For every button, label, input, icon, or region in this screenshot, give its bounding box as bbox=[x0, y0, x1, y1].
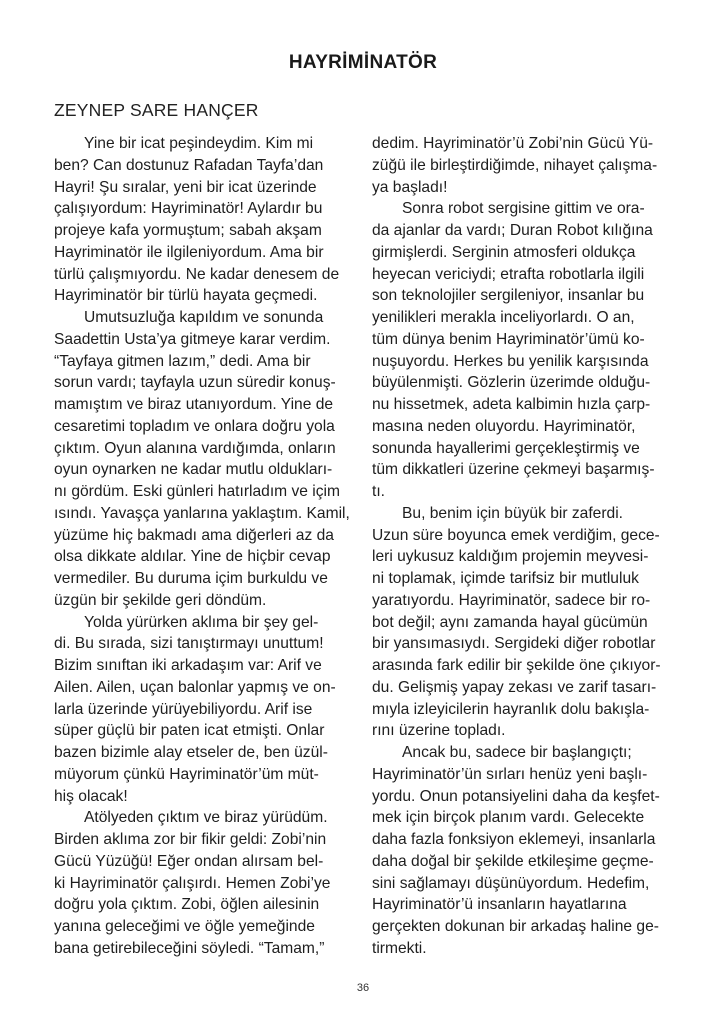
text-line: larla üzerinde yürüyebiliyordu. Arif ise bbox=[54, 700, 313, 718]
text-line: Ancak bu, sadece bir başlangıçtı; bbox=[402, 744, 632, 761]
text-line: nı gördüm. Eski günleri hatırladım ve içim bbox=[54, 483, 340, 500]
text-line: Yolda yürürken aklıma bir şey gel- bbox=[84, 613, 319, 631]
text-line: mek için birçok planım vardı. Gelecekte bbox=[372, 809, 645, 827]
text-line: yanına geleceğimi ve öğle yemeğinde bbox=[54, 918, 315, 935]
text-line: bot değil; aynı zamanda hayal gücümün bbox=[372, 613, 648, 631]
right-text-column bbox=[372, 133, 676, 960]
text-line: yaratıyordu. Hayriminatör, sadece bir ro- bbox=[372, 591, 651, 609]
text-line: olsa dikkate aldılar. Yine de hiçbir cevap bbox=[54, 548, 331, 566]
text-line: üzgün bir şekilde geri döndüm. bbox=[54, 591, 267, 609]
text-line: cesaretimi topladım ve onlara doğru yola bbox=[54, 417, 335, 435]
text-line: Sonra robot sergisine gittim ve ora- bbox=[402, 200, 645, 218]
text-line: heyecan vericiydi; etrafta robotlarla ilgili bbox=[372, 265, 645, 283]
text-line: tirmekti. bbox=[372, 939, 427, 957]
text-line: bir yansımasıydı. Sergideki diğer robotlar bbox=[372, 635, 656, 653]
text-line: Atölyeden çıktım ve biraz yürüdüm. bbox=[84, 809, 328, 827]
text-line: Hayriminatör’ü insanların hayatlarına bbox=[372, 896, 627, 914]
text-line: nuşuyordu. Herkes bu yenilik karşısında bbox=[372, 352, 649, 370]
text-line: mıyla izleyicilerin hayranlık dolu bakışla- bbox=[372, 700, 650, 718]
text-line: Birden aklıma zor bir fikir geldi: Zobi’nin bbox=[54, 831, 327, 848]
text-line: Bizim sınıftan iki arkadaşım var: Arif ve bbox=[54, 657, 322, 674]
text-line: tüm dünya benim Hayriminatör’ümü ko- bbox=[372, 330, 645, 348]
text-line: çalışıyordum: Hayriminatör! Aylardır bu bbox=[54, 200, 323, 218]
text-line: züğü ile birleştirdiğimde, nihayet çalışma- bbox=[372, 156, 658, 174]
text-line: Hayriminatör ile ilgileniyordum. Ama bir bbox=[54, 243, 324, 261]
text-line: Yine bir icat peşindeydim. Kim mi bbox=[84, 135, 314, 152]
text-line: süper güçlü bir paten icat etmişti. Onlar bbox=[54, 722, 325, 740]
text-line: son teknolojiler sergileniyor, insanlar bu bbox=[372, 287, 645, 305]
text-line: tüm dikkatleri üzerine çekmeyi başarmış- bbox=[372, 461, 655, 479]
text-line: yenilikleri merakla inceliyorlardı. O an, bbox=[372, 309, 635, 326]
text-line: nu hissetmek, adeta kalbimin hızla çarp- bbox=[372, 396, 651, 413]
text-line: bana getirebileceğini söyledi. “Tamam,” bbox=[54, 939, 325, 957]
text-line: türlü çalışmıyordu. Ne kadar denesem de bbox=[54, 265, 340, 283]
text-line: sini sağlamayı düşünüyordum. Hedefim, bbox=[372, 874, 650, 892]
text-line: büyülenmişti. Gözlerin üzerimde olduğu- bbox=[372, 374, 651, 392]
text-line: daha doğal bir şekilde etkileşime geçme- bbox=[372, 852, 654, 870]
text-line: leri uykusuz kaldığım projemin meyvesi- bbox=[372, 548, 649, 566]
left-text-column bbox=[54, 133, 358, 960]
text-line: masına neden oluyordu. Hayriminatör, bbox=[372, 417, 636, 435]
text-line: di. Bu sırada, sizi tanıştırmayı unuttum! bbox=[54, 635, 324, 653]
text-line: projeye kafa yormuştum; sabah akşam bbox=[54, 222, 322, 239]
text-line: ni toplamak, içimde tarifsiz bir mutluluk bbox=[372, 570, 639, 587]
page-number: 36 bbox=[356, 982, 370, 994]
text-line: vermediler. Bu duruma içim burkuldu ve bbox=[54, 570, 328, 587]
text-line: ya başladı! bbox=[372, 178, 448, 196]
text-line: Hayri! Şu sıralar, yeni bir icat üzerinde bbox=[54, 178, 317, 196]
text-line: “Tayfaya gitmen lazım,” dedi. Ama bir bbox=[54, 352, 311, 370]
story-title: HAYRİMİNATÖR bbox=[288, 52, 438, 73]
text-line: ben? Can dostunuz Rafadan Tayfa’dan bbox=[54, 156, 324, 174]
text-line: Bu, benim için büyük bir zaferdi. bbox=[402, 504, 624, 522]
text-line: Uzun süre boyunca emek verdiğim, gece- bbox=[372, 526, 660, 544]
text-line: dedim. Hayriminatör’ü Zobi’nin Gücü Yü- bbox=[372, 135, 654, 152]
text-line: arasında fark edilir bir şekilde öne çıkıyor- bbox=[372, 657, 661, 674]
text-line: Ailen. Ailen, uçan balonlar yapmış ve on- bbox=[54, 678, 336, 696]
text-line: oyun oynarken ne kadar mutlu oldukları- bbox=[54, 461, 333, 479]
text-line: çıktım. Oyun alanına vardığımda, onların bbox=[54, 439, 336, 457]
text-line: müyorum çünkü Hayriminatör’üm müt- bbox=[54, 765, 319, 783]
author-name: ZEYNEP SARE HANÇER bbox=[54, 100, 259, 120]
text-line: girmişlerdi. Serginin atmosferi oldukça bbox=[372, 243, 636, 261]
text-line: tı. bbox=[372, 483, 385, 500]
text-line: hiş olacak! bbox=[54, 787, 128, 805]
text-line: sorun vardı; tayfayla uzun süredir konuş- bbox=[54, 374, 336, 392]
text-line: sonunda hayallerimi gerçekleştirmiş ve bbox=[372, 439, 640, 457]
text-line: rını üzerine topladı. bbox=[372, 722, 506, 740]
text-line: bazen bizimle alay etseler de, ben üzül- bbox=[54, 744, 328, 761]
text-line: Hayriminatör’ün sırları henüz yeni başlı- bbox=[372, 765, 648, 783]
text-line: yüzüme hiç bakmadı ama diğerleri az da bbox=[54, 526, 334, 544]
text-line: daha fazla fonksiyon eklemeyi, insanlarla bbox=[372, 831, 656, 848]
text-line: Hayriminatör bir türlü hayata geçmedi. bbox=[54, 287, 318, 305]
text-line: yordu. Onun potansiyelini daha da keşfet- bbox=[372, 787, 660, 805]
text-line: doğru yola çıktım. Zobi, öğlen ailesinin bbox=[54, 896, 320, 914]
text-line: ki Hayriminatör çalışırdı. Hemen Zobi’ye bbox=[54, 874, 331, 892]
text-line: mamıştım ve biraz utanıyordum. Yine de bbox=[54, 396, 334, 413]
text-line: gerçekten dokunan bir arkadaş haline ge- bbox=[372, 918, 659, 935]
text-line: Gücü Yüzüğü! Eğer ondan alırsam bel- bbox=[54, 852, 324, 870]
text-line: ısındı. Yavaşça yanlarına yaklaştım. Kamil, bbox=[54, 504, 350, 522]
text-line: Saadettin Usta’ya gitmeye karar verdim. bbox=[54, 330, 331, 348]
text-line: du. Gelişmiş yapay zekası ve zarif tasarı- bbox=[372, 678, 657, 696]
text-line: da ajanlar da vardı; Duran Robot kılığına bbox=[372, 222, 653, 239]
text-line: Umutsuzluğa kapıldım ve sonunda bbox=[84, 309, 324, 326]
